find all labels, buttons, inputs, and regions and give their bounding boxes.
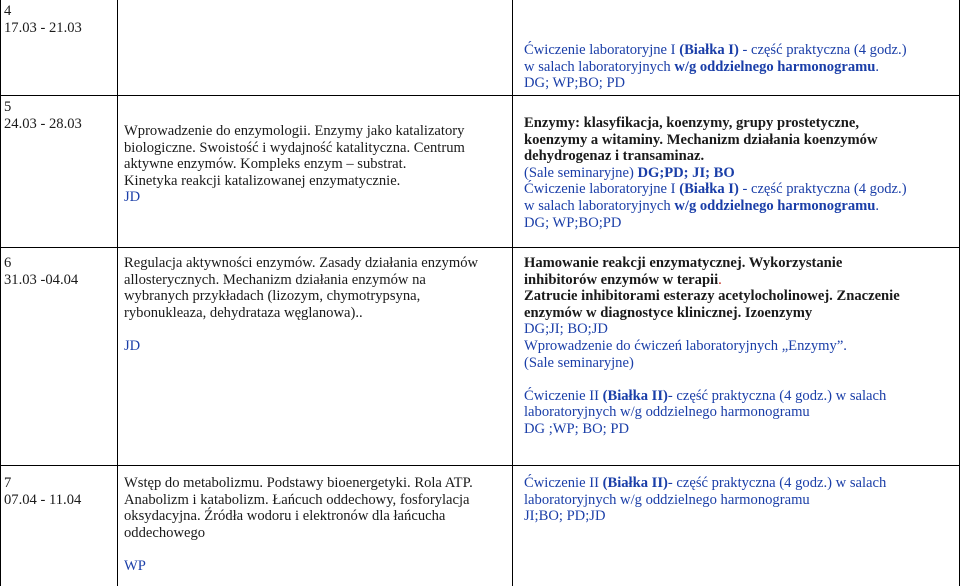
text-run: Wstęp do metabolizmu. Podstawy bioenergetyki. Rola ATP. <box>124 475 473 491</box>
text-run: (Białka I) <box>679 181 739 198</box>
text-run: DG; WP;BO; PD <box>524 75 626 92</box>
lecture-cell <box>124 123 508 206</box>
text-run: oksydacyjna. Źródła wodoru i elektronów dla łańcucha <box>124 508 446 525</box>
lecture-text-line <box>124 492 508 509</box>
text-run: wybranych przykładach (lizozym, chymotrypsyna, <box>124 288 421 305</box>
row-divider-3 <box>0 465 960 466</box>
week-cell <box>4 255 114 288</box>
week-cell <box>4 475 114 508</box>
lab-text-line <box>524 272 956 289</box>
lecture-text-line <box>124 173 508 190</box>
lab-text-line <box>524 508 956 525</box>
text-run: Ćwiczenie II <box>524 387 603 404</box>
text-run: w/g oddzielnego harmonogramu <box>674 197 876 214</box>
lab-text-line <box>524 421 956 438</box>
spacer <box>124 541 508 558</box>
text-run: laboratoryjnych w/g oddzielnego harmonogramu <box>524 491 810 508</box>
column-divider-left <box>0 0 1 586</box>
lab-text-line <box>524 181 956 198</box>
text-run: - część praktyczna (4 godz.) <box>738 42 907 58</box>
lab-text-line <box>524 321 956 338</box>
lab-text-line <box>524 42 956 59</box>
lab-text-line <box>524 255 956 272</box>
lab-text-line <box>524 198 956 215</box>
lecture-text-line <box>124 288 508 305</box>
lecture-text-line <box>124 156 508 173</box>
text-run: Kinetyka reakcji katalizowanej enzymatycznie. <box>124 172 401 189</box>
text-run: DG;PD; JI; BO <box>637 164 735 181</box>
lab-text-line <box>524 148 956 165</box>
text-run: (Białka II) <box>602 475 668 491</box>
text-run: Enzymy: klasyfikacja, koenzymy, grupy prostetyczne, <box>524 115 859 131</box>
week-dates: 24.03 - 28.03 <box>4 115 82 132</box>
lab-text-line <box>524 404 956 421</box>
lecture-text-line <box>124 255 508 272</box>
column-divider-2 <box>512 0 513 586</box>
lab-text-line <box>524 388 956 405</box>
week-cell <box>4 3 114 36</box>
lab-text-line <box>524 215 956 232</box>
week-cell <box>4 99 114 132</box>
lab-text-line <box>524 75 956 92</box>
text-run: biologiczne. Swoistość i wydajność katalityczna. Centrum <box>124 139 465 156</box>
text-run: enzymów w diagnostyce klinicznej. Izoenzymy <box>524 304 813 321</box>
text-run: JD <box>124 337 141 354</box>
text-run: dehydrogenaz i transaminaz. <box>524 148 705 165</box>
lecture-text-line <box>124 525 508 542</box>
text-run: (Białka I) <box>679 42 739 58</box>
row-divider-2 <box>0 247 960 248</box>
text-run: aktywne enzymów. Kompleks enzym – substrat. <box>124 156 407 173</box>
lecture-cell <box>124 475 508 575</box>
spacer <box>124 321 508 338</box>
text-run: (Sale seminaryjne) <box>524 354 634 371</box>
column-divider-1 <box>117 0 118 586</box>
week-dates: 31.03 -04.04 <box>4 271 79 288</box>
text-run: koenzymy a witaminy. Mechanizm działania koenzymów <box>524 131 878 148</box>
text-run: DG ;WP; BO; PD <box>524 420 630 437</box>
text-run: WP <box>124 557 146 574</box>
text-run: Zatrucie inhibitorami esterazy acetylocholinowej. Znaczenie <box>524 288 900 305</box>
lecture-cell <box>124 255 508 355</box>
text-run: - część praktyczna (4 godz.) <box>738 181 907 198</box>
lab-cell <box>524 115 956 231</box>
text-run: DG; WP;BO;PD <box>524 214 622 231</box>
lab-text-line <box>524 165 956 182</box>
text-run: Ćwiczenie laboratoryjne I <box>524 42 680 58</box>
text-run: . <box>875 58 880 75</box>
text-run: Ćwiczenie laboratoryjne I <box>524 181 680 198</box>
text-run: w salach laboratoryjnych <box>524 58 675 75</box>
text-run: - część praktyczna (4 godz.) w salach <box>667 475 887 491</box>
lecture-text-line <box>124 475 508 492</box>
lecture-text-line <box>124 272 508 289</box>
text-run: Anabolizm i katabolizm. Łańcuch oddechowy, fosforylacja <box>124 491 470 508</box>
lecture-text-line <box>124 123 508 140</box>
week-number: 6 <box>4 255 12 271</box>
text-run: JI;BO; PD;JD <box>524 508 606 525</box>
text-run: rybonukleaza, dehydrataza węglanowa).. <box>124 304 363 321</box>
week-number: 4 <box>4 3 12 19</box>
lab-cell <box>524 475 956 525</box>
text-run: Wprowadzenie do ćwiczeń laboratoryjnych „Enzymy”. <box>524 337 847 354</box>
lecture-text-line <box>124 338 508 355</box>
lab-text-line <box>524 59 956 76</box>
week-dates: 07.04 - 11.04 <box>4 491 82 508</box>
text-run: (Białka II) <box>602 387 668 404</box>
lab-text-line <box>524 355 956 372</box>
text-run: DG;JI; BO;JD <box>524 321 608 338</box>
text-run: w salach laboratoryjnych <box>524 197 675 214</box>
text-run: laboratoryjnych w/g oddzielnego harmonogramu <box>524 404 810 421</box>
lab-text-line <box>524 288 956 305</box>
lecture-text-line <box>124 558 508 575</box>
lab-cell <box>524 255 956 438</box>
text-run: oddechowego <box>124 524 206 541</box>
week-number: 5 <box>4 99 12 115</box>
lab-text-line <box>524 475 956 492</box>
row-divider-1 <box>0 95 960 96</box>
week-dates: 17.03 - 21.03 <box>4 19 82 36</box>
text-run: (Sale seminaryjne) <box>524 164 638 181</box>
text-run: allosterycznych. Mechanizm działania enzymów na <box>124 271 426 288</box>
text-run: . <box>718 271 722 288</box>
text-run: Ćwiczenie II <box>524 475 603 491</box>
lab-cell <box>524 42 956 92</box>
spacer <box>524 371 956 388</box>
text-run: inhibitorów enzymów w terapii <box>524 271 719 288</box>
lecture-text-line <box>124 305 508 322</box>
text-run: w/g oddzielnego harmonogramu <box>674 58 876 75</box>
text-run: - część praktyczna (4 godz.) w salach <box>667 387 887 404</box>
lab-text-line <box>524 305 956 322</box>
lab-text-line <box>524 132 956 149</box>
lecture-text-line <box>124 140 508 157</box>
text-run: JD <box>124 189 141 206</box>
text-run: Wprowadzenie do enzymologii. Enzymy jako katalizatory <box>124 123 465 139</box>
lab-text-line <box>524 338 956 355</box>
lecture-text-line <box>124 189 508 206</box>
lecture-text-line <box>124 508 508 525</box>
lab-text-line <box>524 492 956 509</box>
week-number: 7 <box>4 475 12 491</box>
text-run: Hamowanie reakcji enzymatycznej. Wykorzystanie <box>524 255 843 271</box>
text-run: . <box>875 197 880 214</box>
lab-text-line <box>524 115 956 132</box>
text-run: Regulacja aktywności enzymów. Zasady działania enzymów <box>124 255 479 271</box>
